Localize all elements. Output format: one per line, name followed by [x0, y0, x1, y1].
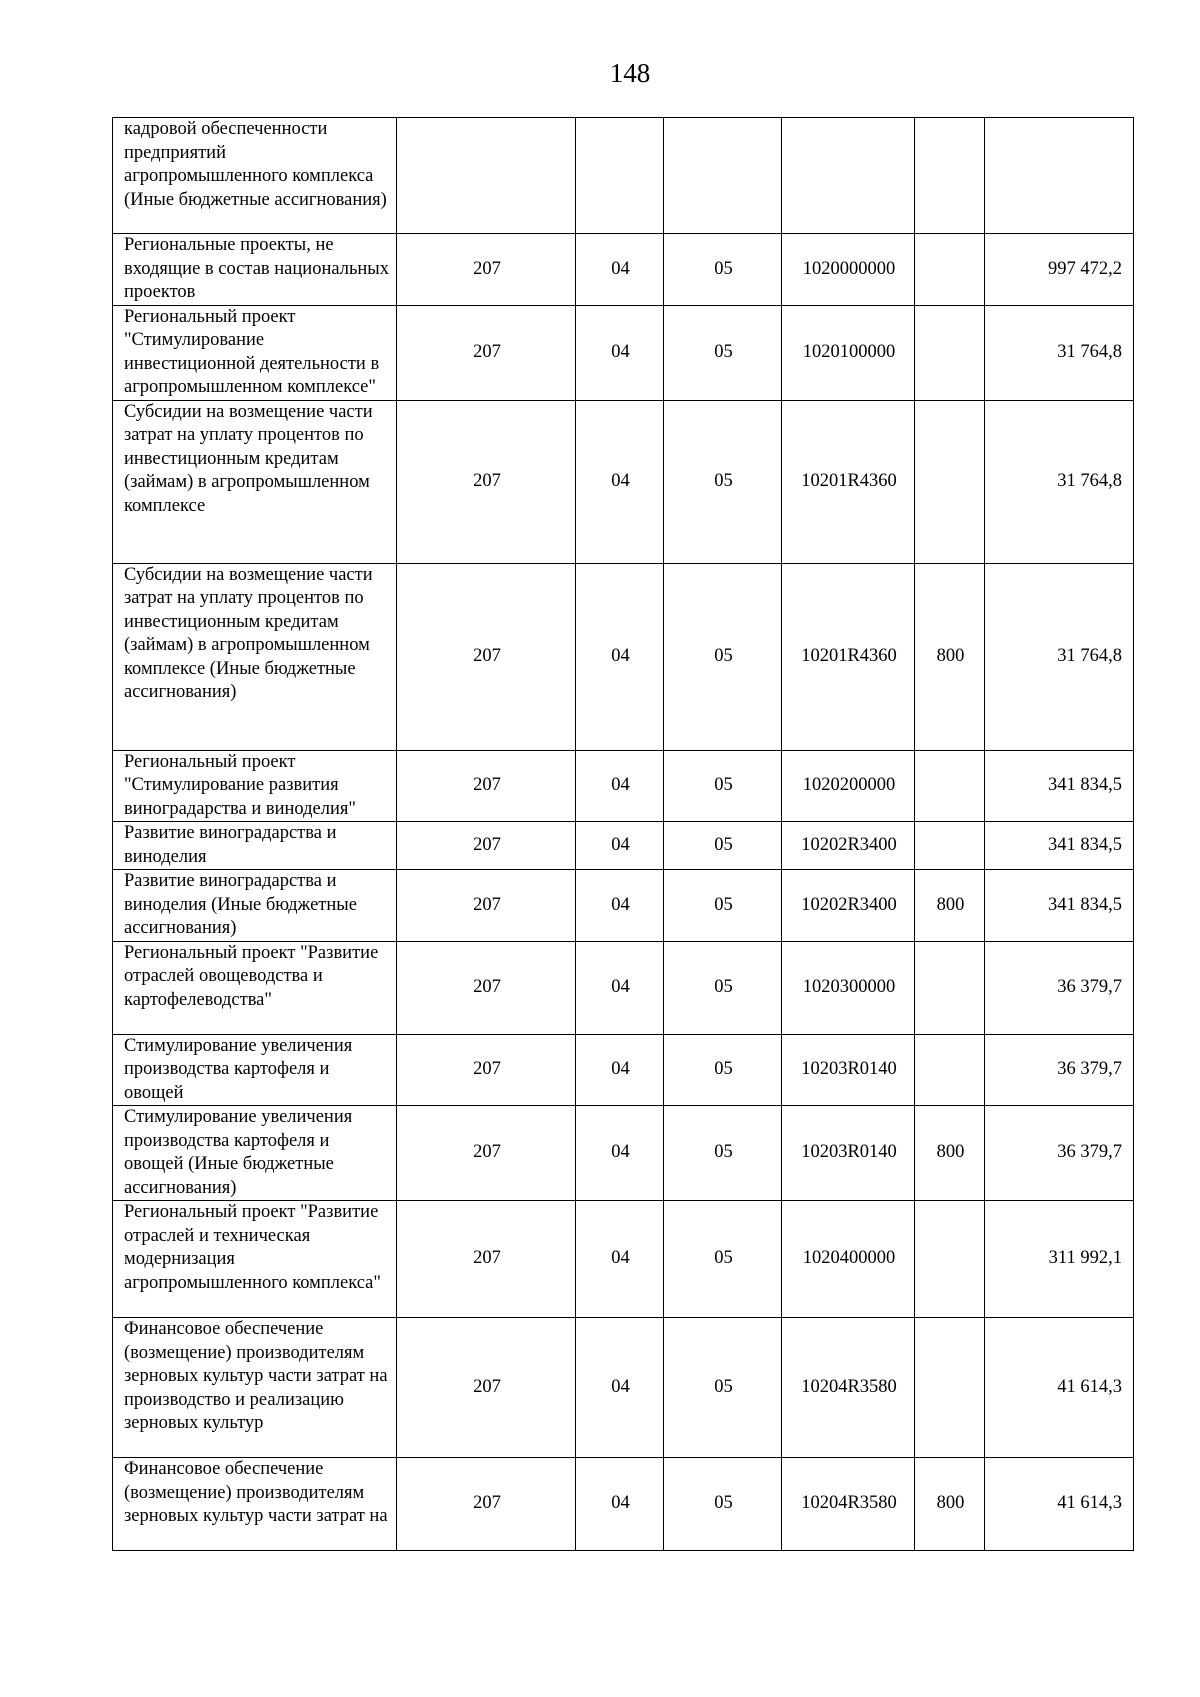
expense-type-code: [915, 1318, 985, 1458]
target-article-code: 1020200000: [782, 750, 915, 822]
row-name: кадровой обеспеченности предприятий агропромышленного комплекса (Иные бюджетные ассигнования): [113, 118, 397, 234]
row-name: Стимулирование увеличения производства картофеля и овощей: [113, 1034, 397, 1106]
target-article-code: 10204R3580: [782, 1318, 915, 1458]
row-name: Региональный проект "Стимулирование инвестиционной деятельности в агропромышленном комплексе": [113, 305, 397, 400]
target-article-code: 1020400000: [782, 1201, 915, 1318]
expense-type-code: [915, 941, 985, 1034]
expense-type-code: [915, 400, 985, 563]
section-code: 04: [576, 941, 664, 1034]
ministry-code: 207: [397, 750, 576, 822]
expense-type-code: 800: [915, 563, 985, 750]
amount-value: 36 379,7: [985, 941, 1134, 1034]
subsection-code: 05: [664, 1458, 782, 1551]
table-row: [113, 118, 1134, 234]
row-name: Развитие виноградарства и виноделия: [113, 822, 397, 870]
row-name: Субсидии на возмещение части затрат на уплату процентов по инвестиционным кредитам (займам) в агропромышленном комплексе: [113, 400, 397, 563]
ministry-code: 207: [397, 1458, 576, 1551]
expense-type-code: [915, 1201, 985, 1318]
expense-type-code: 800: [915, 1106, 985, 1201]
section-code: 04: [576, 822, 664, 870]
table-row: [113, 1201, 1134, 1318]
ministry-code: 207: [397, 822, 576, 870]
target-article-code: 10203R0140: [782, 1034, 915, 1106]
amount-value: 31 764,8: [985, 400, 1134, 563]
subsection-code: 05: [664, 305, 782, 400]
amount-value: 311 992,1: [985, 1201, 1134, 1318]
table-row: [113, 941, 1134, 1034]
amount-value: 41 614,3: [985, 1458, 1134, 1551]
subsection-code: 05: [664, 870, 782, 942]
target-article-code: [782, 118, 915, 234]
amount-value: 341 834,5: [985, 750, 1134, 822]
target-article-code: 1020300000: [782, 941, 915, 1034]
target-article-code: 1020000000: [782, 234, 915, 306]
section-code: [576, 118, 664, 234]
subsection-code: 05: [664, 941, 782, 1034]
ministry-code: [397, 118, 576, 234]
section-code: 04: [576, 1106, 664, 1201]
amount-value: 997 472,2: [985, 234, 1134, 306]
row-name: Региональный проект "Развитие отраслей и техническая модернизация агропромышленного комплекса": [113, 1201, 397, 1318]
expense-type-code: [915, 822, 985, 870]
expense-type-code: [915, 1034, 985, 1106]
target-article-code: 1020100000: [782, 305, 915, 400]
table-row: [113, 870, 1134, 942]
section-code: 04: [576, 1318, 664, 1458]
section-code: 04: [576, 1458, 664, 1551]
table-row: [113, 822, 1134, 870]
section-code: 04: [576, 400, 664, 563]
subsection-code: 05: [664, 563, 782, 750]
row-name: Региональные проекты, не входящие в состав национальных проектов: [113, 234, 397, 306]
row-name: Стимулирование увеличения производства картофеля и овощей (Иные бюджетные ассигнования): [113, 1106, 397, 1201]
section-code: 04: [576, 563, 664, 750]
table-row: [113, 563, 1134, 750]
amount-value: 341 834,5: [985, 870, 1134, 942]
amount-value: 41 614,3: [985, 1318, 1134, 1458]
ministry-code: 207: [397, 400, 576, 563]
table-row: [113, 750, 1134, 822]
page-number: 148: [609, 58, 651, 88]
amount-value: 341 834,5: [985, 822, 1134, 870]
amount-value: [985, 118, 1134, 234]
expense-type-code: 800: [915, 870, 985, 942]
expense-type-code: [915, 234, 985, 306]
subsection-code: 05: [664, 234, 782, 306]
table-row: [113, 1458, 1134, 1551]
ministry-code: 207: [397, 1318, 576, 1458]
target-article-code: 10203R0140: [782, 1106, 915, 1201]
target-article-code: 10202R3400: [782, 870, 915, 942]
amount-value: 31 764,8: [985, 563, 1134, 750]
subsection-code: 05: [664, 1106, 782, 1201]
expense-type-code: [915, 750, 985, 822]
subsection-code: 05: [664, 1034, 782, 1106]
subsection-code: 05: [664, 1318, 782, 1458]
amount-value: 31 764,8: [985, 305, 1134, 400]
table-row: [113, 1034, 1134, 1106]
expense-type-code: [915, 305, 985, 400]
ministry-code: 207: [397, 870, 576, 942]
table-row: [113, 1318, 1134, 1458]
row-name: Развитие виноградарства и виноделия (Иные бюджетные ассигнования): [113, 870, 397, 942]
row-name: Финансовое обеспечение (возмещение) производителям зерновых культур части затрат на: [113, 1458, 397, 1551]
subsection-code: [664, 118, 782, 234]
subsection-code: 05: [664, 822, 782, 870]
section-code: 04: [576, 870, 664, 942]
section-code: 04: [576, 305, 664, 400]
target-article-code: 10204R3580: [782, 1458, 915, 1551]
section-code: 04: [576, 1034, 664, 1106]
table-row: [113, 234, 1134, 306]
table-row: [113, 1106, 1134, 1201]
ministry-code: 207: [397, 563, 576, 750]
section-code: 04: [576, 1201, 664, 1318]
subsection-code: 05: [664, 750, 782, 822]
row-name: Субсидии на возмещение части затрат на уплату процентов по инвестиционным кредитам (займам) в агропромышленном комплексе (Иные бюджетные ассигнования): [113, 563, 397, 750]
ministry-code: 207: [397, 234, 576, 306]
expense-type-code: [915, 118, 985, 234]
ministry-code: 207: [397, 1201, 576, 1318]
section-code: 04: [576, 234, 664, 306]
target-article-code: 10202R3400: [782, 822, 915, 870]
row-name: Региональный проект "Развитие отраслей овощеводства и картофелеводства": [113, 941, 397, 1034]
target-article-code: 10201R4360: [782, 563, 915, 750]
subsection-code: 05: [664, 400, 782, 563]
table-row: [113, 305, 1134, 400]
row-name: Региональный проект "Стимулирование развития виноградарства и виноделия": [113, 750, 397, 822]
ministry-code: 207: [397, 1106, 576, 1201]
ministry-code: 207: [397, 1034, 576, 1106]
amount-value: 36 379,7: [985, 1034, 1134, 1106]
ministry-code: 207: [397, 941, 576, 1034]
budget-table: [112, 117, 1134, 1551]
amount-value: 36 379,7: [985, 1106, 1134, 1201]
target-article-code: 10201R4360: [782, 400, 915, 563]
row-name: Финансовое обеспечение (возмещение) производителям зерновых культур части затрат на производство и реализацию зерновых культур: [113, 1318, 397, 1458]
table-row: [113, 400, 1134, 563]
ministry-code: 207: [397, 305, 576, 400]
expense-type-code: 800: [915, 1458, 985, 1551]
subsection-code: 05: [664, 1201, 782, 1318]
section-code: 04: [576, 750, 664, 822]
